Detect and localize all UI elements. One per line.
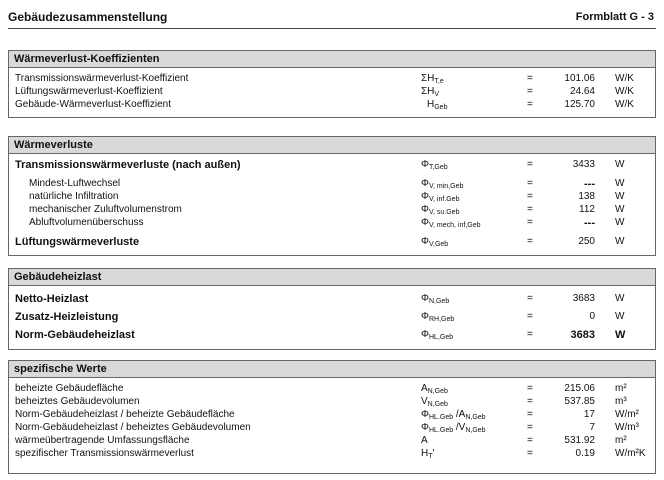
row-symbol: $V_{N,Geb}$	[421, 396, 448, 408]
section-specific-values	[8, 360, 656, 474]
row-label: Lüftungswärmeverluste	[15, 236, 140, 248]
row-label: wärmeübertragende Umfassungsfläche	[15, 435, 190, 446]
row-symbol: $\Phi_{T,Geb}$	[421, 159, 448, 171]
row-value: 138	[578, 191, 595, 202]
page-title: Gebäudezusammenstellung	[8, 10, 168, 24]
table-row	[9, 204, 655, 216]
row-equals: =	[527, 383, 533, 394]
row-symbol: $\Phi_{V, su.Geb}$	[421, 204, 460, 216]
row-value: 125.70	[564, 99, 595, 110]
section-title: Wärmeverluste	[9, 137, 655, 154]
row-equals: =	[527, 311, 533, 322]
table-row	[9, 99, 655, 111]
row-symbol: $\Phi_{N,Geb}$	[421, 293, 450, 305]
row-equals: =	[527, 293, 533, 304]
row-value: 537.85	[564, 396, 595, 407]
table-row	[9, 448, 655, 460]
table-row	[9, 159, 655, 171]
row-label: Zusatz-Heizleistung	[15, 311, 119, 323]
row-symbol: $\Phi_{RH,Geb}$	[421, 311, 455, 323]
form-number: Formblatt G - 3	[575, 11, 654, 23]
section-building-heat-load	[8, 268, 656, 350]
row-label: Transmissionswärmeverluste (nach außen)	[15, 159, 241, 171]
row-equals: =	[527, 159, 533, 170]
row-equals: =	[527, 422, 533, 433]
row-label: Transmissionswärmeverlust-Koeffizient	[15, 73, 189, 84]
row-symbol: $\Sigma H_V$	[421, 86, 440, 98]
row-unit: W	[615, 217, 625, 228]
table-row	[9, 383, 655, 395]
row-equals: =	[527, 86, 533, 97]
row-label: Lüftungswärmeverlust-Koeffizient	[15, 86, 163, 97]
table-row	[9, 435, 655, 447]
row-symbol: $\Phi_{V, inf.Geb}$	[421, 191, 460, 203]
row-symbol: $\Phi_{V,Geb}$	[421, 236, 449, 248]
row-label: beheiztes Gebäudevolumen	[15, 396, 140, 407]
page-header	[8, 6, 656, 29]
section-title: Gebäudeheizlast	[9, 269, 655, 286]
table-row	[9, 422, 655, 434]
row-label: Norm-Gebäudeheizlast / beheizte Gebäudefläche	[15, 409, 235, 420]
row-equals: =	[527, 435, 533, 446]
row-unit: W	[615, 236, 625, 247]
row-label: Norm-Gebäudeheizlast / beheiztes Gebäudevolumen	[15, 422, 251, 433]
row-unit: m²	[615, 435, 627, 446]
section-coefficients	[8, 50, 656, 118]
table-row	[9, 73, 655, 85]
table-row	[9, 191, 655, 203]
row-unit: W	[615, 191, 625, 202]
row-label: spezifischer Transmissionswärmeverlust	[15, 448, 194, 459]
row-value: 3433	[572, 159, 595, 170]
row-unit: W	[615, 159, 625, 170]
row-equals: =	[527, 204, 533, 215]
row-equals: =	[527, 448, 533, 459]
row-value: 3683	[570, 329, 595, 341]
section-heat-losses	[8, 136, 656, 256]
row-equals: =	[527, 409, 533, 420]
table-row	[9, 178, 655, 190]
row-unit: W/K	[615, 86, 634, 97]
row-unit: m²	[615, 383, 627, 394]
row-unit: W	[615, 329, 626, 341]
row-unit: W	[615, 293, 625, 304]
row-label: Netto-Heizlast	[15, 293, 89, 305]
row-value: 0.19	[575, 448, 595, 459]
row-value: 101.06	[564, 73, 595, 84]
row-label: Gebäude-Wärmeverlust-Koeffizient	[15, 99, 171, 110]
row-symbol: $\Phi_{HL.Geb}$ $/A_{N,Geb}$	[421, 409, 486, 421]
table-row	[9, 329, 655, 341]
table-row	[9, 236, 655, 248]
row-value: 250	[578, 236, 595, 247]
row-value: ---	[584, 217, 595, 229]
section-title: Wärmeverlust-Koeffizienten	[9, 51, 655, 68]
row-equals: =	[527, 191, 533, 202]
row-equals: =	[527, 217, 533, 228]
row-value: 3683	[572, 293, 595, 304]
row-label: Abluftvolumenüberschuss	[29, 217, 144, 228]
section-title: spezifische Werte	[9, 361, 655, 378]
row-symbol: $H_T'$	[421, 448, 435, 460]
table-row	[9, 311, 655, 323]
row-unit: W/m²K	[615, 448, 646, 459]
row-symbol: $\Phi_{HL.Geb}$ $/V_{N,Geb}$	[421, 422, 486, 434]
table-row	[9, 217, 655, 229]
row-value: 7	[589, 422, 595, 433]
row-label: natürliche Infiltration	[29, 191, 119, 202]
row-label: beheizte Gebäudefläche	[15, 383, 124, 394]
row-unit: W/m³	[615, 422, 639, 433]
row-value: 24.64	[569, 86, 595, 97]
row-symbol: $A_{N,Geb}$	[421, 383, 448, 395]
row-symbol: $\Sigma H_{T,e}$	[421, 73, 444, 85]
row-unit: W/m²	[615, 409, 639, 420]
row-symbol: $H_{Geb}$	[427, 99, 448, 111]
row-label: Mindest-Luftwechsel	[29, 178, 121, 189]
row-symbol: $\Phi_{V, mech, inf,Geb}$	[421, 217, 481, 229]
row-equals: =	[527, 396, 533, 407]
row-unit: W/K	[615, 73, 634, 84]
row-value: ---	[584, 178, 595, 190]
table-row	[9, 396, 655, 408]
row-symbol: $\Phi_{V, min,Geb}$	[421, 178, 464, 190]
row-unit: m³	[615, 396, 627, 407]
table-row	[9, 409, 655, 421]
row-equals: =	[527, 236, 533, 247]
row-unit: W	[615, 178, 625, 189]
row-equals: =	[527, 73, 533, 84]
table-row	[9, 86, 655, 98]
row-equals: =	[527, 99, 533, 110]
row-equals: =	[527, 178, 533, 189]
row-unit: W/K	[615, 99, 634, 110]
row-label: mechanischer Zuluftvolumenstrom	[29, 204, 182, 215]
row-value: 112	[579, 204, 595, 215]
row-equals: =	[527, 329, 533, 340]
row-symbol: $\Phi_{HL,Geb}$	[421, 329, 454, 341]
row-value: 215.06	[564, 383, 595, 394]
row-unit: W	[615, 204, 625, 215]
table-row	[9, 293, 655, 305]
row-label: Norm-Gebäudeheizlast	[15, 329, 135, 341]
row-unit: W	[615, 311, 625, 322]
row-value: 17	[583, 409, 595, 420]
row-value: 0	[589, 311, 595, 322]
row-value: 531.92	[564, 435, 595, 446]
row-symbol: A	[421, 435, 428, 446]
